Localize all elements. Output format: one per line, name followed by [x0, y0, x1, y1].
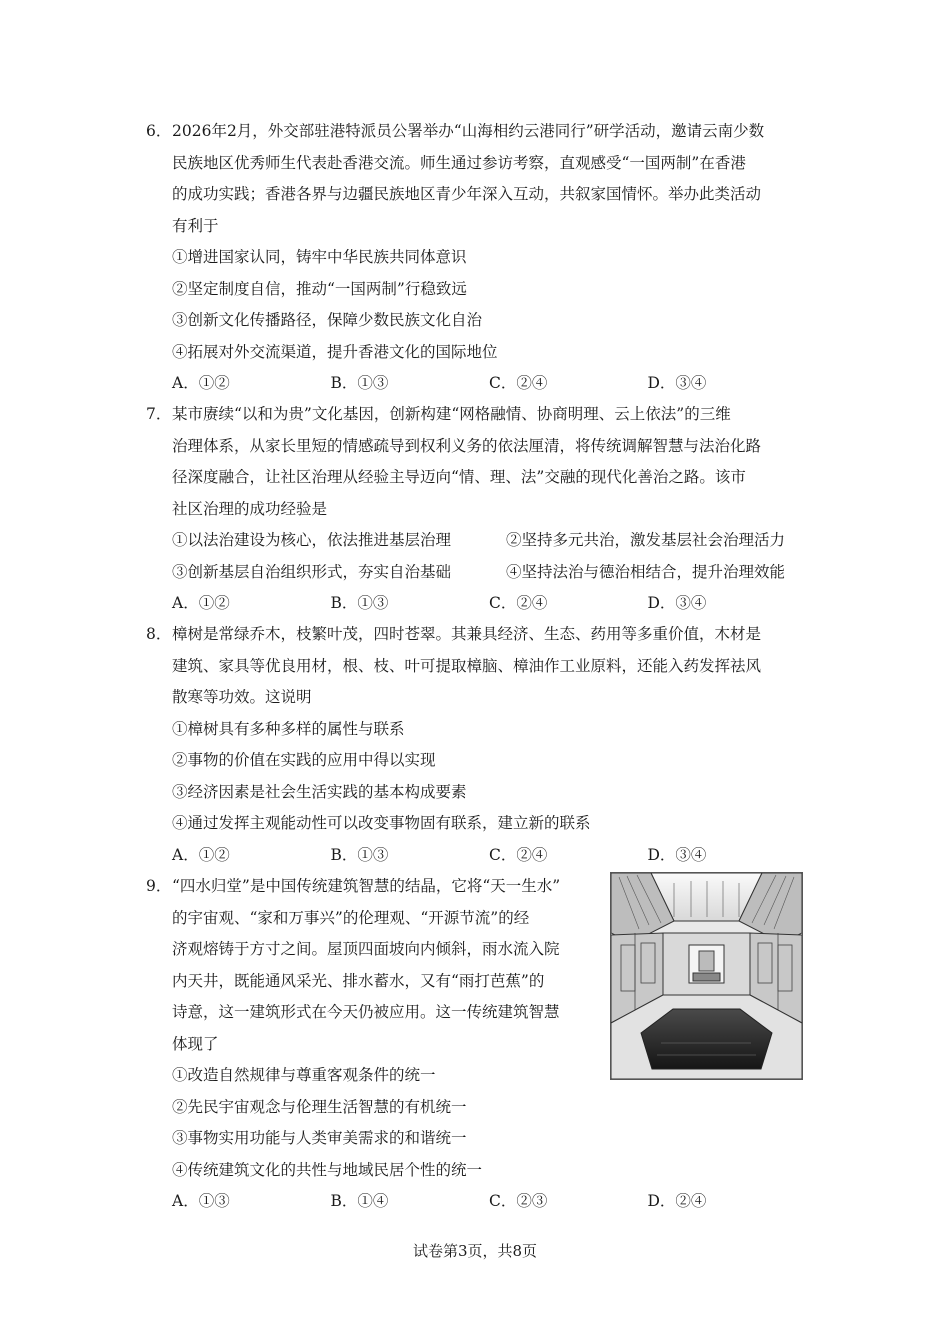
option-a: A．①③ [172, 1192, 230, 1210]
statement: ③事物实用功能与人类审美需求的和谐统一 [172, 1129, 467, 1147]
statement: ②坚定制度自信，推动“一国两制”行稳致远 [172, 279, 467, 298]
statement: ①改造自然规律与尊重客观条件的统一 [172, 1066, 436, 1084]
stem-line: 某市赓续“以和为贵”文化基因，创新构建“网格融情、协商明理、云上依法”的三维 [172, 405, 731, 423]
option-b: B．①③ [330, 374, 389, 392]
stem-line: 散寒等功效。这说明 [172, 688, 312, 706]
statement: ①增进国家认同，铸牢中华民族共同体意识 [172, 248, 467, 266]
answer-options [146, 1186, 806, 1218]
courtyard-sketch-icon [611, 873, 802, 1079]
stem-line: 2026年2月，外交部驻港特派员公署举办“山海相约云港同行”研学活动，邀请云南少数 [172, 122, 765, 140]
stem-line: 社区治理的成功经验是 [172, 499, 328, 518]
courtyard-illustration [610, 872, 803, 1080]
stem-line: 建筑、家具等优良用材，根、枝、叶可提取樟脑、樟油作工业原料，还能入药发挥祛风 [172, 656, 762, 675]
stem-line: 内天井，既能通风采光、排水蓄水，又有“雨打芭蕉”的 [172, 971, 545, 990]
question-number: 6． [146, 122, 172, 140]
stem-line: 樟树是常绿乔木，枝繁叶茂，四时苍翠。其兼具经济、生态、药用等多重价值，木材是 [172, 625, 762, 643]
stem-line: 的宇宙观、“家和万事兴”的伦理观、“开源节流”的经 [172, 908, 530, 927]
statement: ④传统建筑文化的共性与地域民居个性的统一 [172, 1160, 483, 1179]
question-7 [146, 399, 806, 620]
statement: ④拓展对外交流渠道，提升香港文化的国际地位 [172, 342, 498, 361]
statement: ③创新基层自治组织形式，夯实自治基础 [172, 562, 452, 581]
stem-line: 济观熔铸于方寸之间。屋顶四面坡向内倾斜，雨水流入院 [172, 940, 560, 958]
statement: ①樟树具有多种多样的属性与联系 [172, 719, 405, 738]
question-number: 7． [146, 405, 172, 423]
stem-line: 民族地区优秀师生代表赴香港交流。师生通过参访考察，直观感受“一国两制”在香港 [172, 153, 746, 172]
statement: ③经济因素是社会生活实践的基本构成要素 [172, 782, 467, 801]
question-number: 9． [146, 877, 172, 895]
question-8 [146, 619, 806, 871]
option-d: D．③④ [647, 845, 707, 864]
statement: ④通过发挥主观能动性可以改变事物固有联系，建立新的联系 [172, 814, 591, 832]
question-number: 8． [146, 625, 172, 643]
stem-line: 有利于 [172, 216, 219, 235]
option-a: A．①② [172, 374, 230, 392]
stem-line: 的成功实践；香港各界与边疆民族地区青少年深入互动，共叙家国情怀。举办此类活动 [172, 185, 762, 203]
stem-line: 诗意，这一建筑形式在今天仍被应用。这一传统建筑智慧 [172, 1003, 560, 1021]
answer-options [146, 840, 806, 872]
statement: ②先民宇宙观念与伦理生活智慧的有机统一 [172, 1097, 467, 1116]
option-b: B．①④ [330, 1192, 389, 1210]
option-d: D．③④ [647, 594, 707, 612]
statement: ①以法治建设为核心，依法推进基层治理 [172, 531, 452, 549]
stem-line: 体现了 [172, 1034, 219, 1053]
stem-line: 治理体系，从家长里短的情感疏导到权利义务的依法厘清，将传统调解智慧与法治化路 [172, 436, 762, 455]
option-c: C．②③ [489, 1192, 548, 1210]
statement: ③创新文化传播路径，保障少数民族文化自治 [172, 311, 483, 329]
statement: ②坚持多元共治，激发基层社会治理活力 [506, 531, 786, 549]
option-a: A．①② [172, 594, 230, 612]
option-c: C．②④ [489, 594, 548, 612]
statement: ④坚持法治与德治相结合，提升治理效能 [506, 562, 786, 581]
option-d: D．③④ [647, 374, 707, 392]
stem-line: “四水归堂”是中国传统建筑智慧的结晶，它将“天一生水” [172, 877, 561, 895]
option-b: B．①③ [330, 594, 389, 612]
statement: ②事物的价值在实践的应用中得以实现 [172, 751, 436, 769]
answer-options [146, 368, 806, 400]
page-footer: 试卷第3页，共8页 [412, 1242, 538, 1260]
option-a: A．①② [172, 845, 230, 864]
option-d: D．②④ [647, 1192, 707, 1210]
option-c: C．②④ [489, 374, 548, 392]
question-6 [146, 116, 806, 400]
answer-options [146, 588, 806, 620]
option-c: C．②④ [489, 845, 548, 864]
stem-line: 径深度融合，让社区治理从经验主导迈向“情、理、法”交融的现代化善治之路。该市 [172, 468, 746, 486]
option-b: B．①③ [330, 845, 389, 864]
